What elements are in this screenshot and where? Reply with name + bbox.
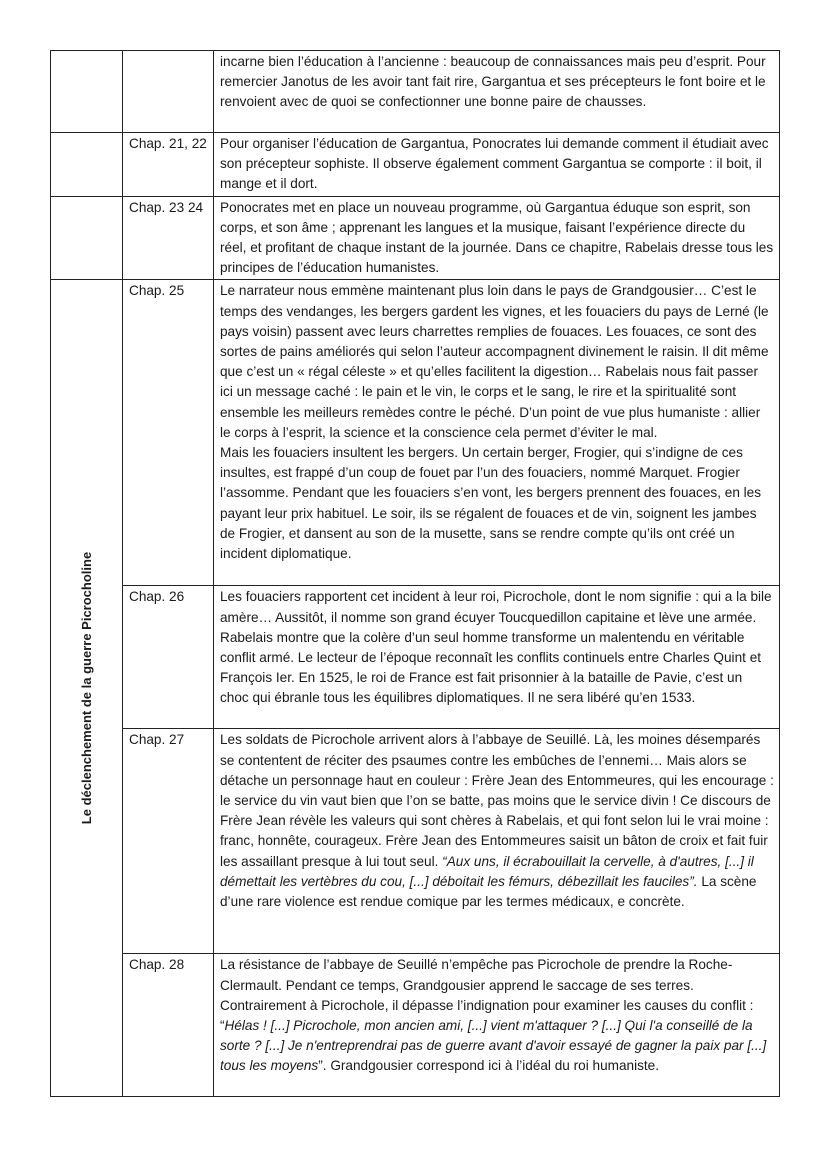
summary-text: La résistance de l’abbaye de Seuillé n’empêche pas Picrochole de prendre la Roche-Clermault. Pendant ce temps, Grandgousier apprend le saccage de ses terres. Contrairement à Picrochole, il dépasse l’indignation pour examiner les causes du conflit : “ (220, 957, 754, 1034)
chapter-summary-table (50, 50, 780, 1097)
table-row (51, 954, 780, 1097)
chapter-cell: Chap. 28 (123, 954, 214, 1097)
summary-text: Les soldats de Picrochole arrivent alors à l’abbaye de Seuillé. Là, les moines désemparés se contentent de réciter des psaumes contre les embûches de l’ennemi… Mais alors se détache un personnage haut en couleur : Frère Jean des Entommeures, qui les encourage : le service du vin vaut bien que l’on se batte, pas moins que le service divin ! Ce discours de Frère Jean révèle les valeurs qui sont chères à Rabelais, et qui font selon lui le vrai moine : franc, honnête, courageux. Frère Jean des Entommeures saisit un bâton de croix et fait fuir les assaillant presque à lui tout seul. (220, 732, 774, 869)
summary-cell (214, 729, 780, 954)
part-cell-empty (51, 51, 123, 133)
chapter-cell: Chap. 23 24 (123, 196, 214, 280)
summary-paragraph: Mais les fouaciers insultent les bergers. Un certain berger, Frogier, qui s’indigne de ces insultes, est frappé d’un coup de fouet par l’un des fouaciers, nommé Marquet. Frogier l’assomme. Pendant que les fouaciers s’en vont, les bergers prennent des fouaces, en les payant leur prix habituel. Le soir, ils se régalent de fouaces et de vin, soignent les jambes de Frogier, et dansent au son de la musette, sans se rendre compte qu’ils ont créé un incident diplomatique. (220, 445, 762, 562)
quote-text: Hélas ! [...] Picrochole, mon ancien ami, [...] vient m'attaquer ? [...] Qui l'a conseillé de la sorte ? [...] Je n'entreprendrai pas de guerre avant d'avoir essayé de gagner la paix par [...] tous les moyens (220, 1018, 767, 1074)
chapter-cell (123, 51, 214, 133)
table-row (51, 586, 780, 729)
part-cell-empty (51, 196, 123, 280)
summary-cell: Pour organiser l’éducation de Gargantua, Ponocrates lui demande comment il étudiait avec son précepteur sophiste. Il observe également comment Gargantua se comporte : il boit, il mange et il dort. (214, 133, 780, 197)
summary-cell: Les fouaciers rapportent cet incident à leur roi, Picrochole, dont le nom signifie : qui a la bile amère… Aussitôt, il nomme son grand écuyer Toucquedillon capitaine et lève une armée. Rabelais montre que la colère d’un seul homme transforme un malentendu en véritable conflit armé. Le lecteur de l’époque reconnaît les conflits continuels entre Charles Quint et François Ier. En 1525, le roi de France est fait prisonnier à la bataille de Pavie, c’est un choc qui ébranle tous les équilibres diplomatiques. Il ne sera libéré qu’en 1533. (214, 586, 780, 729)
summary-text: La scène d’une rare violence est rendue comique par les termes médicaux, e concrète. (220, 873, 757, 910)
summary-text: ”. Grandgousier correspond ici à l’idéal du roi humaniste. (318, 1058, 660, 1074)
quote-text: “Aux uns, il écrabouillait la cervelle, à d'autres, [...] il démettait les vertèbres du cou, [...] déboitait les fémurs, débezillait les fauciles”. (220, 853, 754, 889)
table-row (51, 51, 780, 133)
table-row (51, 280, 780, 586)
summary-paragraph: Le narrateur nous emmène maintenant plus loin dans le pays de Grandgousier… C’est le temps des vendanges, les bergers gardent les vignes, et les fouaciers du pays de Lerné (le pays voisin) passent avec leurs charrettes remplies de fouaces. Les fouaces, ce sont des sortes de pains améliorés qui selon l’auteur accompagnent divinement le raisin. Il dit même que c’est un « régal céleste » et qu’elles facilitent la digestion… Rabelais nous fait passer ici un message caché : le pain et le vin, le corps et le sang, le rire et la spiritualité sont ensemble les meilleurs remèdes contre le péché. D’un point de vue plus humaniste : allier le corps à l’esprit, la science et la conscience cela permet d’éviter le mal. (220, 283, 769, 440)
summary-cell: Ponocrates met en place un nouveau programme, où Gargantua éduque son esprit, son corps, et son âme ; apprenant les langues et la musique, faisant l’expérience directe du réel, et profitant de chaque instant de la journée. Dans ce chapitre, Rabelais dresse tous les principes de l’éducation humanistes. (214, 196, 780, 280)
section-label-cell (51, 280, 123, 1097)
summary-cell (214, 280, 780, 586)
table-row (51, 133, 780, 197)
summary-cell (214, 954, 780, 1097)
chapter-cell: Chap. 26 (123, 586, 214, 729)
table-row (51, 729, 780, 954)
table-row (51, 196, 780, 280)
section-label: Le déclenchement de la guerre Picrocholine (78, 552, 94, 825)
chapter-cell: Chap. 25 (123, 280, 214, 586)
summary-cell: incarne bien l’éducation à l’ancienne : beaucoup de connaissances mais peu d’esprit. Pour remercier Janotus de les avoir tant fait rire, Gargantua et ses précepteurs le font boire et le renvoient avec de quoi se confectionner une bonne paire de chausses. (214, 51, 780, 133)
part-cell-empty (51, 133, 123, 197)
chapter-cell: Chap. 21, 22 (123, 133, 214, 197)
chapter-cell: Chap. 27 (123, 729, 214, 954)
